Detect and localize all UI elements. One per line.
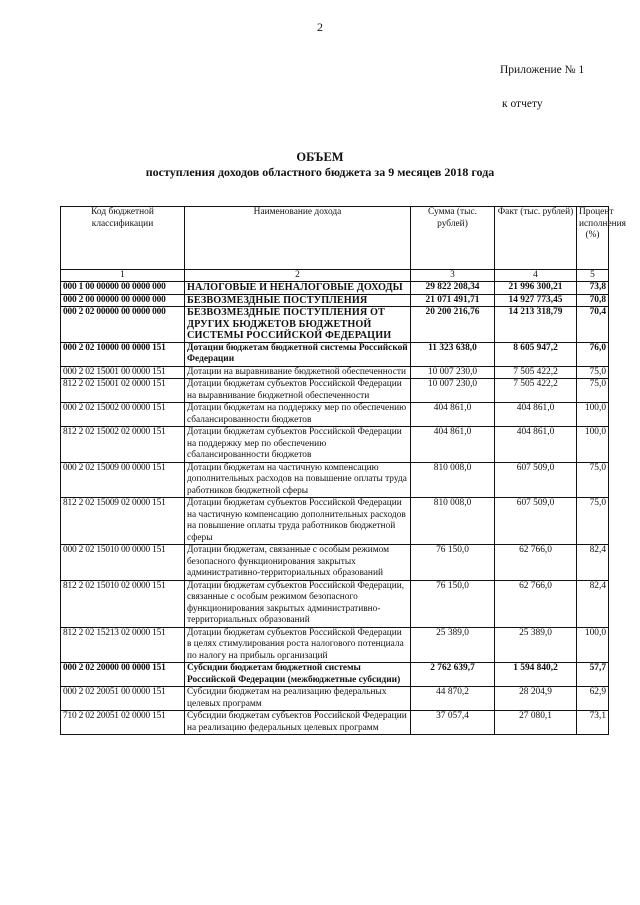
appendix-label: Приложение № 1 bbox=[500, 64, 585, 76]
column-number: 5 bbox=[577, 270, 609, 282]
header-percent: Процент исполнения (%) bbox=[577, 207, 609, 270]
income-table bbox=[60, 206, 626, 735]
row-fact: 1 594 840,2 bbox=[495, 663, 577, 687]
row-name: Субсидии бюджетам на реализацию федеральных целевых программ bbox=[185, 687, 411, 711]
row-name: Дотации бюджетам субъектов Российской Федерации, связанные с особым режимом безопасного функционирования закрытых административно-территориальных образований bbox=[185, 580, 411, 627]
row-code: 812 2 02 15009 02 0000 151 bbox=[61, 498, 185, 545]
row-fact: 404 861,0 bbox=[495, 427, 577, 463]
row-percent: 82,4 bbox=[577, 580, 609, 627]
row-sum: 810 008,0 bbox=[411, 462, 495, 498]
row-code: 812 2 02 15002 02 0000 151 bbox=[61, 427, 185, 463]
row-code: 000 2 02 10000 00 0000 151 bbox=[61, 342, 185, 366]
table-header-row bbox=[61, 207, 609, 270]
row-name: Дотации бюджетам на поддержку мер по обеспечению сбалансированности бюджетов bbox=[185, 403, 411, 427]
column-number: 1 bbox=[61, 270, 185, 282]
row-percent: 73,8 bbox=[577, 282, 609, 295]
row-sum: 21 071 491,71 bbox=[411, 294, 495, 307]
row-fact: 7 505 422,2 bbox=[495, 366, 577, 379]
header-sum: Сумма (тыс. рублей) bbox=[411, 207, 495, 270]
row-percent: 70,4 bbox=[577, 307, 609, 343]
row-percent: 100,0 bbox=[577, 627, 609, 663]
report-reference: к отчету bbox=[502, 98, 543, 110]
row-sum: 10 007 230,0 bbox=[411, 366, 495, 379]
row-code: 000 2 02 00000 00 0000 000 bbox=[61, 307, 185, 343]
row-sum: 810 008,0 bbox=[411, 498, 495, 545]
row-sum: 37 057,4 bbox=[411, 711, 495, 735]
row-name: Дотации бюджетам субъектов Российской Федерации на выравнивание бюджетной обеспеченности bbox=[185, 379, 411, 403]
row-name: Дотации бюджетам субъектов Российской Федерации на частичную компенсацию дополнительных расходов на повышение оплаты труда работников бюджетной сферы bbox=[185, 498, 411, 545]
row-percent: 75,0 bbox=[577, 462, 609, 498]
row-fact: 7 505 422,2 bbox=[495, 379, 577, 403]
table-row bbox=[61, 580, 609, 627]
row-sum: 20 200 216,76 bbox=[411, 307, 495, 343]
row-percent: 75,0 bbox=[577, 379, 609, 403]
row-code: 000 2 02 15001 00 0000 151 bbox=[61, 366, 185, 379]
row-name: Субсидии бюджетам субъектов Российской Федерации на реализацию федеральных целевых программ bbox=[185, 711, 411, 735]
row-code: 812 2 02 15010 02 0000 151 bbox=[61, 580, 185, 627]
row-percent: 70,8 bbox=[577, 294, 609, 307]
row-fact: 28 204,9 bbox=[495, 687, 577, 711]
table-row bbox=[61, 294, 609, 307]
row-sum: 76 150,0 bbox=[411, 580, 495, 627]
table-row bbox=[61, 545, 609, 581]
row-percent: 75,0 bbox=[577, 366, 609, 379]
document-subtitle: поступления доходов областного бюджета за 9 месяцев 2018 года bbox=[145, 165, 495, 179]
row-code: 000 2 02 20051 00 0000 151 bbox=[61, 687, 185, 711]
row-code: 000 2 02 20000 00 0000 151 bbox=[61, 663, 185, 687]
row-code: 812 2 02 15001 02 0000 151 bbox=[61, 379, 185, 403]
table-row bbox=[61, 366, 609, 379]
row-fact: 14 927 773,45 bbox=[495, 294, 577, 307]
row-sum: 404 861,0 bbox=[411, 403, 495, 427]
row-percent: 100,0 bbox=[577, 427, 609, 463]
table-row bbox=[61, 663, 609, 687]
table-row bbox=[61, 462, 609, 498]
row-fact: 8 605 947,2 bbox=[495, 342, 577, 366]
row-code: 000 2 02 15010 00 0000 151 bbox=[61, 545, 185, 581]
row-name: НАЛОГОВЫЕ И НЕНАЛОГОВЫЕ ДОХОДЫ bbox=[185, 282, 411, 295]
table-row bbox=[61, 342, 609, 366]
table-row bbox=[61, 403, 609, 427]
column-number-row bbox=[61, 270, 609, 282]
table-row bbox=[61, 379, 609, 403]
row-sum: 2 762 639,7 bbox=[411, 663, 495, 687]
header-name: Наименование дохода bbox=[185, 207, 411, 270]
row-percent: 75,0 bbox=[577, 498, 609, 545]
row-fact: 607 509,0 bbox=[495, 462, 577, 498]
row-fact: 404 861,0 bbox=[495, 403, 577, 427]
row-name: БЕЗВОЗМЕЗДНЫЕ ПОСТУПЛЕНИЯ ОТ ДРУГИХ БЮДЖЕТОВ БЮДЖЕТНОЙ СИСТЕМЫ РОССИЙСКОЙ ФЕДЕРАЦИИ bbox=[185, 307, 411, 343]
row-percent: 62,9 bbox=[577, 687, 609, 711]
row-name: Дотации бюджетам бюджетной системы Российской Федерации bbox=[185, 342, 411, 366]
row-fact: 14 213 318,79 bbox=[495, 307, 577, 343]
row-sum: 44 870,2 bbox=[411, 687, 495, 711]
row-percent: 73,1 bbox=[577, 711, 609, 735]
table-row bbox=[61, 498, 609, 545]
table-row bbox=[61, 687, 609, 711]
row-code: 000 1 00 00000 00 0000 000 bbox=[61, 282, 185, 295]
row-name: Дотации бюджетам субъектов Российской Федерации в целях стимулирования роста налогового потенциала по налогу на прибыль организаций bbox=[185, 627, 411, 663]
row-name: БЕЗВОЗМЕЗДНЫЕ ПОСТУПЛЕНИЯ bbox=[185, 294, 411, 307]
row-fact: 62 766,0 bbox=[495, 580, 577, 627]
row-fact: 27 080,1 bbox=[495, 711, 577, 735]
page-number: 2 bbox=[317, 20, 323, 34]
table-row bbox=[61, 427, 609, 463]
row-sum: 76 150,0 bbox=[411, 545, 495, 581]
row-code: 000 2 02 15009 00 0000 151 bbox=[61, 462, 185, 498]
row-name: Дотации бюджетам субъектов Российской Федерации на поддержку мер по обеспечению сбалансированности бюджетов bbox=[185, 427, 411, 463]
column-number: 2 bbox=[185, 270, 411, 282]
row-sum: 29 822 208,34 bbox=[411, 282, 495, 295]
row-name: Дотации бюджетам на частичную компенсацию дополнительных расходов на повышение оплаты труда работников бюджетной сферы bbox=[185, 462, 411, 498]
row-sum: 404 861,0 bbox=[411, 427, 495, 463]
row-code: 000 2 02 15002 00 0000 151 bbox=[61, 403, 185, 427]
header-code: Код бюджетной классификации bbox=[61, 207, 185, 270]
row-sum: 10 007 230,0 bbox=[411, 379, 495, 403]
row-sum: 25 389,0 bbox=[411, 627, 495, 663]
row-sum: 11 323 638,0 bbox=[411, 342, 495, 366]
row-name: Субсидии бюджетам бюджетной системы Российской Федерации (межбюджетные субсидии) bbox=[185, 663, 411, 687]
table-row bbox=[61, 627, 609, 663]
row-name: Дотации на выравнивание бюджетной обеспеченности bbox=[185, 366, 411, 379]
row-percent: 100,0 bbox=[577, 403, 609, 427]
column-number: 3 bbox=[411, 270, 495, 282]
document-title: ОБЪЕМ bbox=[296, 150, 344, 164]
column-number: 4 bbox=[495, 270, 577, 282]
table-row bbox=[61, 307, 609, 343]
row-percent: 57,7 bbox=[577, 663, 609, 687]
table-row bbox=[61, 711, 609, 735]
row-name: Дотации бюджетам, связанные с особым режимом безопасного функционирования закрытых административно-территориальных образований bbox=[185, 545, 411, 581]
row-percent: 76,0 bbox=[577, 342, 609, 366]
row-code: 710 2 02 20051 02 0000 151 bbox=[61, 711, 185, 735]
row-fact: 62 766,0 bbox=[495, 545, 577, 581]
row-percent: 82,4 bbox=[577, 545, 609, 581]
header-fact: Факт (тыс. рублей) bbox=[495, 207, 577, 270]
row-fact: 607 509,0 bbox=[495, 498, 577, 545]
row-code: 000 2 00 00000 00 0000 000 bbox=[61, 294, 185, 307]
row-fact: 21 996 300,21 bbox=[495, 282, 577, 295]
row-code: 812 2 02 15213 02 0000 151 bbox=[61, 627, 185, 663]
table-row bbox=[61, 282, 609, 295]
row-fact: 25 389,0 bbox=[495, 627, 577, 663]
